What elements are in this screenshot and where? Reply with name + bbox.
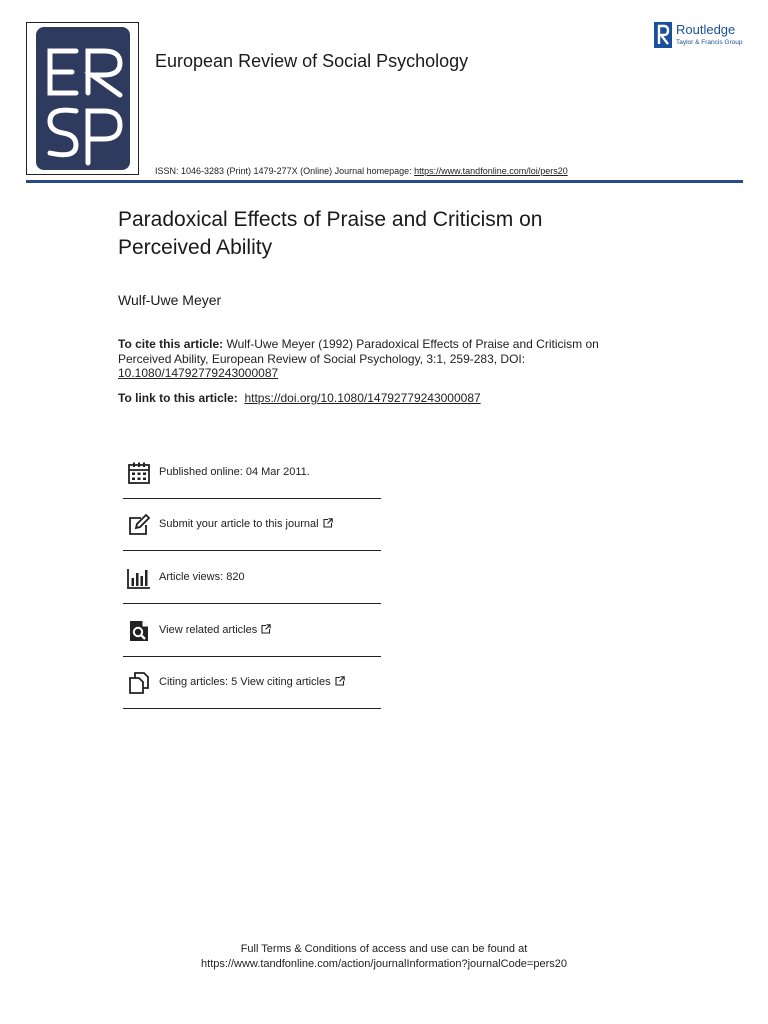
related-label: View related articles <box>159 624 258 636</box>
citing-link[interactable] <box>159 676 345 688</box>
journal-logo <box>26 22 139 175</box>
routledge-logo <box>654 20 754 50</box>
terms-footer <box>0 942 768 972</box>
bar-chart-icon <box>127 566 151 590</box>
article-views: Article views: 820 <box>159 571 245 583</box>
header-divider <box>26 180 743 183</box>
terms-url[interactable]: https://www.tandfonline.com/action/journalInformation?journalCode=pers20 <box>201 958 567 970</box>
views-row <box>123 552 381 604</box>
routledge-r-icon <box>654 22 672 48</box>
citing-label: Citing articles: 5 View citing articles <box>159 676 331 688</box>
external-link-icon <box>323 518 333 528</box>
submit-link[interactable] <box>159 518 333 530</box>
submit-label: Submit your article to this journal <box>159 518 319 530</box>
external-link-icon <box>261 624 271 634</box>
related-link[interactable] <box>159 624 271 636</box>
publisher-name: Routledge <box>676 22 736 37</box>
link-label: To link to this article: <box>118 391 238 405</box>
publisher-subtitle: Taylor & Francis Group <box>676 39 743 46</box>
edit-icon <box>127 513 151 537</box>
article-author: Wulf-Uwe Meyer <box>118 292 222 308</box>
related-row[interactable] <box>123 605 381 657</box>
article-doi-link[interactable]: https://doi.org/10.1080/14792779243000087 <box>244 391 481 405</box>
citation-block <box>118 337 608 381</box>
cite-text: Wulf-Uwe Meyer (1992) Paradoxical Effects of Praise and Criticism on Perceived Ability, European Review of Social Psychology, 3:1, 259-283, DOI: <box>118 337 599 366</box>
submit-row[interactable] <box>123 499 381 551</box>
cite-label: To cite this article: <box>118 337 224 351</box>
cite-doi-link[interactable]: 10.1080/14792779243000087 <box>118 366 279 380</box>
issn-line <box>155 166 568 176</box>
ersp-logo-icon <box>36 27 130 170</box>
journal-title: European Review of Social Psychology <box>155 51 469 71</box>
article-title: Paradoxical Effects of Praise and Criticism on Perceived Ability <box>118 208 543 259</box>
terms-line: Full Terms & Conditions of access and use can be found at <box>240 943 528 955</box>
citing-documents-icon <box>127 671 151 695</box>
published-date: Published online: 04 Mar 2011. <box>159 466 310 478</box>
calendar-icon <box>127 461 151 485</box>
published-row <box>123 447 381 499</box>
journal-homepage-link[interactable]: https://www.tandfonline.com/loi/pers20 <box>414 166 568 176</box>
search-document-icon <box>127 619 151 643</box>
issn-text: ISSN: 1046-3283 (Print) 1479-277X (Online) Journal homepage: <box>155 166 415 176</box>
external-link-icon <box>335 676 345 686</box>
citing-row[interactable] <box>123 657 381 709</box>
article-link-line <box>118 391 481 405</box>
